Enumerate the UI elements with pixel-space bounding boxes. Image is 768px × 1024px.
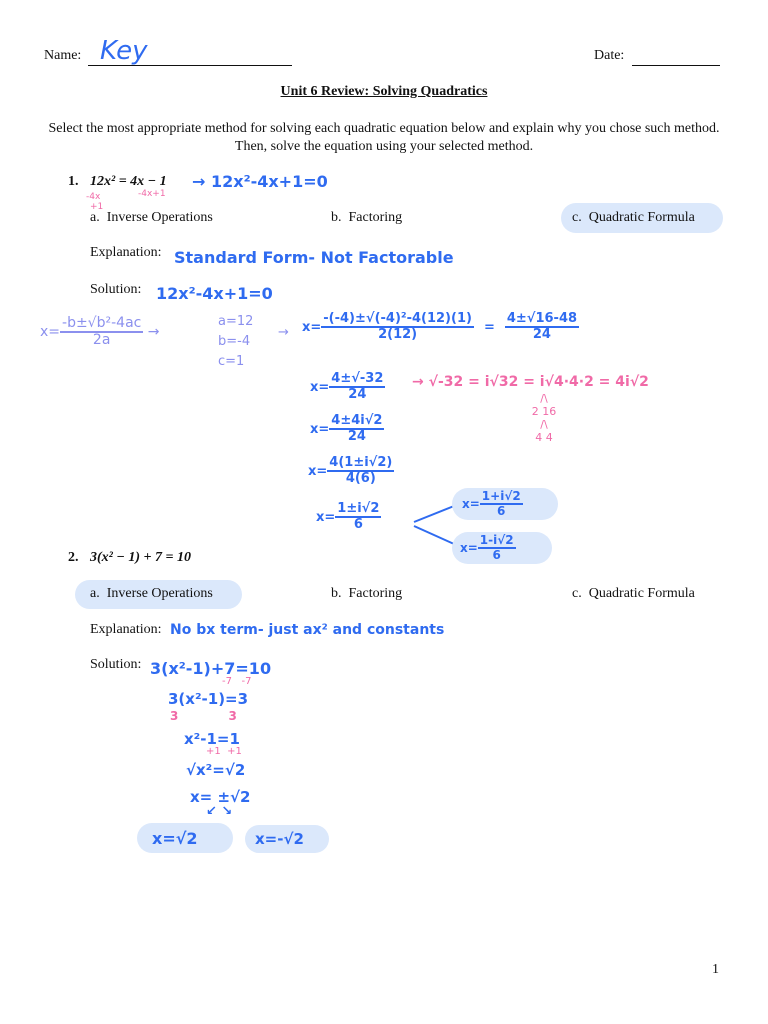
q1-note-3: +1 bbox=[90, 202, 104, 212]
q2-option-b[interactable]: b. Factoring bbox=[331, 586, 403, 601]
q1-step5: x= $\frac{1\pm i√2}{6}$ bbox=[316, 501, 380, 533]
q1-answer-2: x= $\frac{1-i√2}{6}$ bbox=[460, 533, 514, 563]
q1-step2: x= $\frac{4\pm√-32}{24}$ bbox=[310, 371, 384, 403]
q2-step2-note: 3 3 bbox=[170, 709, 237, 723]
q1-number: 1. bbox=[68, 174, 79, 189]
q1-substitution: x= $\frac{\text{-(-4)±√(-4)²-4(12)(1)}}{2(12)}$ = $\frac{4\pm√16-48}{24}$ bbox=[302, 311, 578, 343]
q1-explanation-label: Explanation: bbox=[90, 245, 162, 260]
q2-split-arrows-icon: ↙ ↘ bbox=[206, 804, 233, 819]
q1-rewrite: → 12x²-4x+1=0 bbox=[192, 172, 328, 191]
name-value: Key bbox=[100, 36, 148, 66]
q2-step4: √x²=√2 bbox=[186, 761, 246, 779]
date-field[interactable] bbox=[632, 47, 720, 66]
q2-option-a[interactable]: a. Inverse Operations bbox=[90, 586, 213, 601]
q2-equation: 3(x² − 1) + 7 = 10 bbox=[90, 550, 191, 565]
instructions: Select the most appropriate method for solving each quadratic equation below and explain why you chose such method. Then, solve the equation using your selected method. bbox=[48, 121, 720, 154]
q2-explanation-label: Explanation: bbox=[90, 622, 162, 637]
quadratic-formula: x= $\frac{\text{-b±√b²-4ac}}{2a}$ → bbox=[40, 315, 160, 349]
q2-answer-2: x=-√2 bbox=[255, 830, 304, 848]
factor-tree: /\ 2 16 /\ 4 4 bbox=[531, 392, 557, 444]
q1-equation: 12x² = 4x − 1 bbox=[90, 174, 167, 189]
q2-step5: x= ±√2 bbox=[190, 788, 251, 806]
q2-option-c[interactable]: c. Quadratic Formula bbox=[572, 586, 695, 601]
q1-answer-1: x= $\frac{1+i√2}{6}$ bbox=[462, 489, 521, 519]
q1-solution-label: Solution: bbox=[90, 282, 142, 297]
branch-arrows-icon bbox=[410, 500, 458, 550]
q1-step3: x= $\frac{4\pm 4i√2}{24}$ bbox=[310, 413, 383, 445]
q2-number: 2. bbox=[68, 550, 79, 565]
page-number: 1 bbox=[712, 962, 719, 977]
q2-step3: x²-1=1 bbox=[184, 730, 240, 748]
q1-explanation: Standard Form- Not Factorable bbox=[174, 248, 454, 267]
arrow-icon: → bbox=[278, 325, 289, 340]
name-label: Name: bbox=[44, 48, 82, 63]
q1-step4: x= $\frac{4(1\pm i√2)}{4(6)}$ bbox=[308, 455, 393, 487]
q2-explanation: No bx term- just ax² and constants bbox=[170, 622, 445, 638]
q1-solution-start: 12x²-4x+1=0 bbox=[156, 284, 273, 303]
q1-option-a[interactable]: a. Inverse Operations bbox=[90, 210, 213, 225]
coefficients: a=12 b=-4 c=1 bbox=[218, 314, 254, 369]
q2-step2: 3(x²-1)=3 bbox=[168, 690, 249, 708]
q2-step1-note: -7 -7 bbox=[222, 676, 252, 687]
q1-note-2: -4x+1 bbox=[138, 189, 166, 199]
q2-answer-1: x=√2 bbox=[152, 829, 198, 848]
q1-note-1: -4x bbox=[86, 192, 101, 202]
q2-step1: 3(x²-1)+7=10 bbox=[150, 659, 272, 678]
q2-step3-note: +1 +1 bbox=[206, 746, 242, 757]
date-label: Date: bbox=[594, 48, 625, 63]
q1-option-c[interactable]: c. Quadratic Formula bbox=[572, 210, 695, 225]
q1-option-b[interactable]: b. Factoring bbox=[331, 210, 403, 225]
page-title: Unit 6 Review: Solving Quadratics bbox=[280, 84, 488, 99]
radical-work: → √-32 = i√32 = i√4·4·2 = 4i√2 bbox=[412, 374, 649, 390]
q2-solution-label: Solution: bbox=[90, 657, 142, 672]
